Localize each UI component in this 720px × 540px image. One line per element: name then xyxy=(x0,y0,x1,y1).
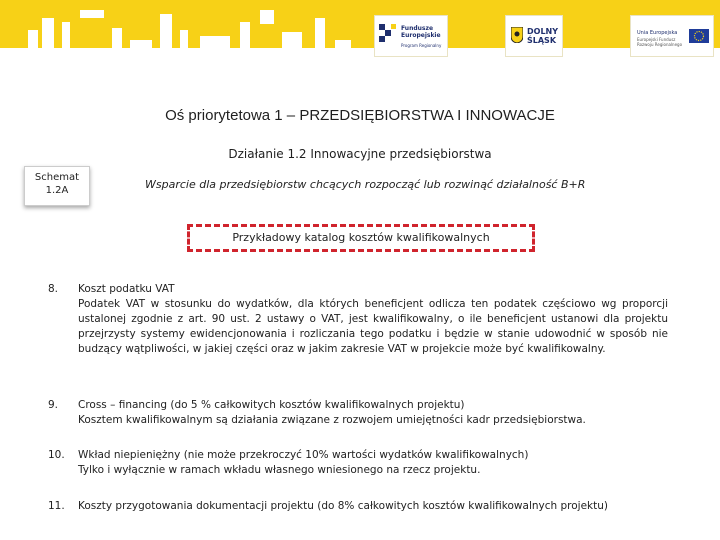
dolny-slask-logo xyxy=(505,15,563,57)
item-number: 9. xyxy=(48,399,59,411)
schema-label: Schemat xyxy=(34,172,80,183)
dolny-slask-line1: DOLNY xyxy=(527,27,559,36)
item-heading: Koszt podatku VAT xyxy=(78,283,175,295)
fe-logo-subtitle: Program Regionalny xyxy=(401,43,442,48)
decorative-block xyxy=(200,36,230,48)
decorative-block xyxy=(28,30,38,48)
decorative-block xyxy=(180,30,188,48)
decorative-block xyxy=(0,48,720,88)
item-number: 11. xyxy=(48,500,65,512)
header-band xyxy=(0,0,720,88)
decorative-block xyxy=(315,18,325,48)
decorative-block xyxy=(335,40,351,48)
item-number: 10. xyxy=(48,449,65,461)
list-item xyxy=(48,448,668,478)
decorative-block xyxy=(112,28,122,48)
eu-flag-icon xyxy=(689,29,709,43)
list-item xyxy=(48,282,668,357)
decorative-block xyxy=(80,10,104,18)
item-text: Kosztem kwalifikowalnym są działania związane z rozwojem umiejętności kadr przedsiębiorstwa. xyxy=(78,414,586,426)
fe-logo-name: Fundusze Europejskie xyxy=(401,25,441,39)
schema-description: Wsparcie dla przedsiębiorstw chcących rozpocząć lub rozwinąć działalność B+R xyxy=(145,178,586,191)
ue-logo-subtitle: Europejski Fundusz Rozwoju Regionalnego xyxy=(637,37,683,47)
decorative-block xyxy=(260,10,274,24)
item-heading: Cross – financing (do 5 % całkowitych kosztów kwalifikowalnych projektu) xyxy=(78,399,465,411)
decorative-block xyxy=(240,22,250,48)
coat-of-arms-icon xyxy=(511,27,523,43)
item-text: Podatek VAT w stosunku do wydatków, dla których beneficjent odlicza ten podatek częściowo wg proporcji ustalonej zgodnie z art. 90 ust. 2 ustawy o VAT, jest kwalifikowalny, o ile beneficjent ustanowi dla projektu przejrzysty systemy ewidencjonowania i rozliczania tego podatku i będzie w stanie udowodnić w sposób nie budzący wątpliwości, w jakiej części oraz w jakim zakresie VAT w projekcie może być kwalifikowalny. xyxy=(78,298,668,355)
decorative-block xyxy=(282,32,302,48)
dolny-slask-line2: ŚLĄSK xyxy=(527,36,557,45)
decorative-block xyxy=(42,18,54,48)
fe-flag-icon xyxy=(379,24,397,44)
item-text: Tylko i wyłącznie w ramach wkładu własnego wniesionego na rzecz projektu. xyxy=(78,464,481,476)
item-heading: Koszty przygotowania dokumentacji projektu (do 8% całkowitych kosztów kwalifikowalnych projektu) xyxy=(78,500,608,512)
page-subtitle: Działanie 1.2 Innowacyjne przedsiębiorstwa xyxy=(228,147,492,161)
schema-badge xyxy=(24,166,90,206)
list-item xyxy=(48,499,668,514)
item-heading: Wkład niepieniężny (nie może przekroczyć 10% wartości wydatków kwalifikowalnych) xyxy=(78,449,529,461)
catalog-label: Przykładowy katalog kosztów kwalifikowalnych xyxy=(187,224,535,252)
fundusze-europejskie-logo xyxy=(374,15,448,57)
decorative-block xyxy=(160,14,172,48)
decorative-block xyxy=(62,22,70,48)
decorative-block xyxy=(130,40,152,48)
item-number: 8. xyxy=(48,283,59,295)
page-title: Oś priorytetowa 1 – PRZEDSIĘBIORSTWA I INNOWACJE xyxy=(165,107,555,124)
list-item xyxy=(48,398,668,428)
schema-code: 1.2A xyxy=(45,185,69,196)
unia-europejska-logo xyxy=(630,15,714,57)
ue-logo-name: Unia Europejska xyxy=(637,30,678,36)
